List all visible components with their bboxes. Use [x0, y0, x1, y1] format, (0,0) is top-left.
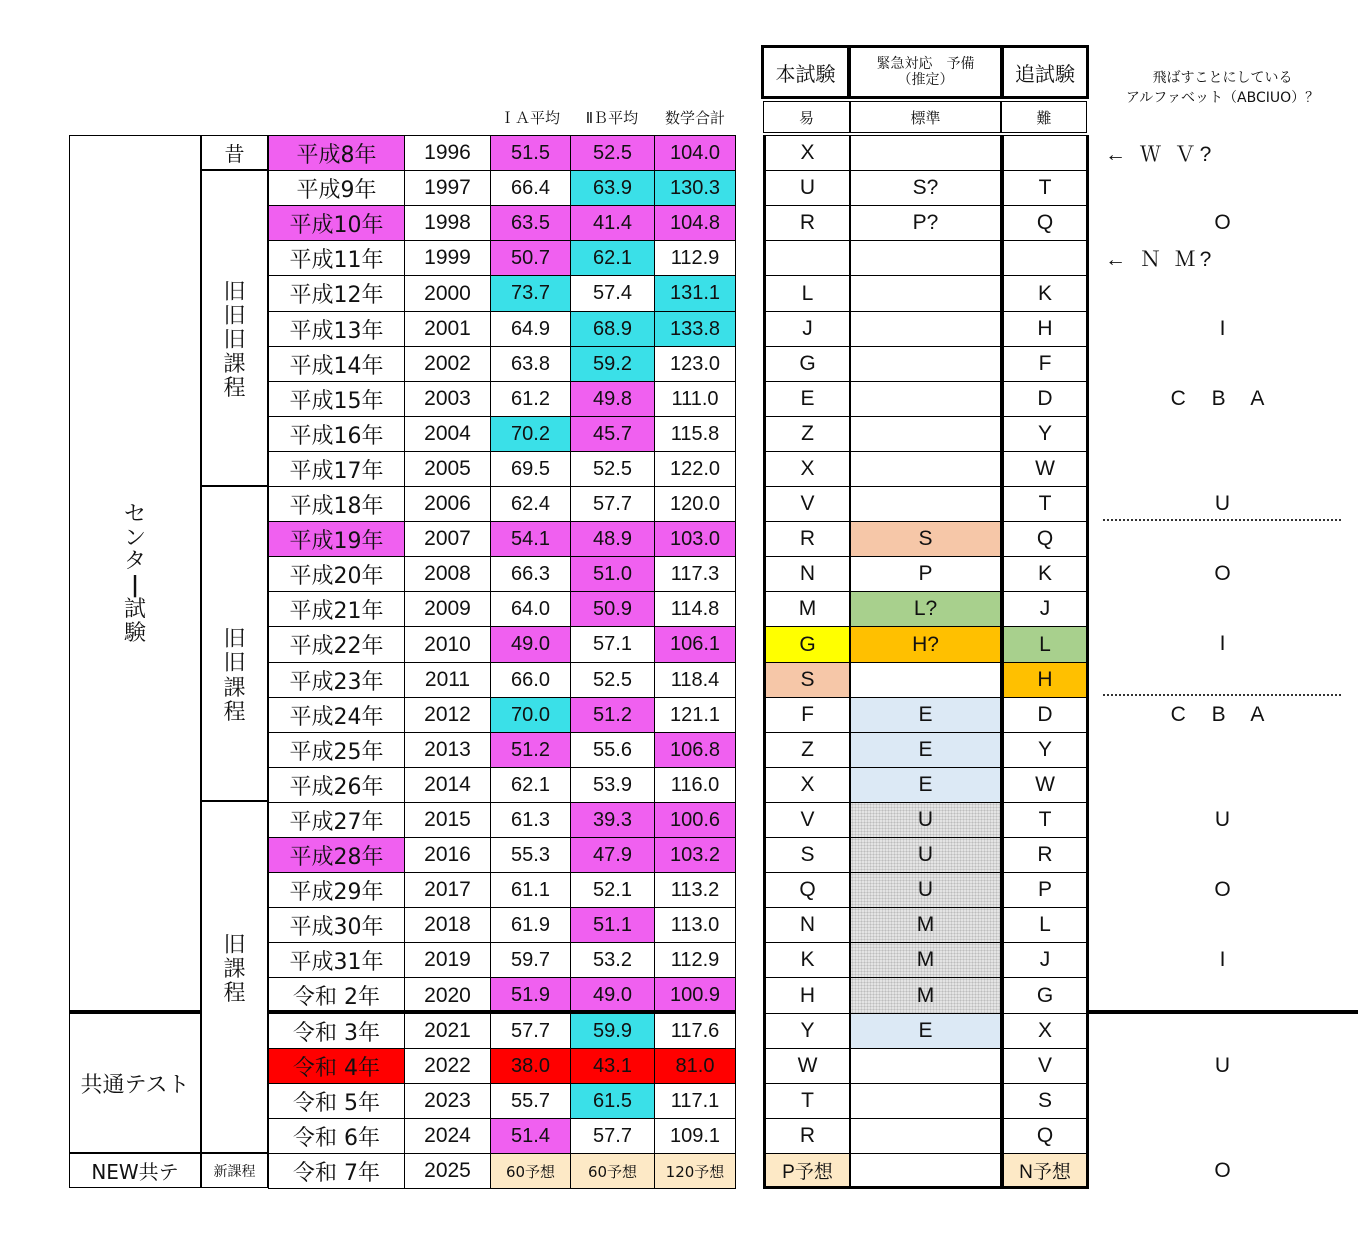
emergency-cell	[850, 275, 1001, 312]
year-cell: 2022	[404, 1048, 491, 1084]
header-main-exam: 本試験	[761, 45, 850, 99]
makeup-exam-cell: K	[1001, 556, 1089, 592]
makeup-exam-cell	[1001, 240, 1089, 276]
era-cell: 平成22年	[268, 626, 405, 663]
math-total-cell: 104.8	[654, 205, 736, 241]
era-cell: 平成19年	[268, 521, 405, 557]
makeup-exam-cell: Q	[1001, 205, 1089, 241]
skip-letters	[1100, 275, 1345, 311]
year-cell: 2016	[404, 837, 491, 873]
main-exam-cell: L	[763, 275, 850, 312]
ia-avg-cell: 62.1	[490, 767, 571, 803]
era-cell: 令和 7年	[268, 1153, 405, 1189]
makeup-exam-cell: Y	[1001, 416, 1089, 452]
math-total-cell: 106.1	[654, 626, 736, 663]
emergency-cell: E	[850, 1013, 1001, 1049]
iib-avg-cell: 62.1	[570, 240, 655, 276]
era-cell: 平成20年	[268, 556, 405, 592]
skip-letters: O	[1214, 561, 1231, 585]
main-exam-cell: N	[763, 556, 850, 592]
emergency-cell	[850, 1048, 1001, 1084]
era-cell: 令和 3年	[268, 1013, 405, 1049]
makeup-exam-cell: T	[1001, 486, 1089, 522]
year-cell: 2004	[404, 416, 491, 452]
era-cell: 平成27年	[268, 802, 405, 838]
section-divider	[69, 1010, 201, 1014]
main-exam-cell: X	[763, 135, 850, 171]
ia-avg-cell: 70.2	[490, 416, 571, 452]
math-total-cell: 133.8	[654, 311, 736, 347]
main-exam-cell: M	[763, 591, 850, 627]
emergency-cell: U	[850, 802, 1001, 838]
iib-avg-cell: 39.3	[570, 802, 655, 838]
skip-letters: U	[1214, 807, 1231, 831]
skip-letters	[1100, 591, 1345, 626]
year-cell: 2005	[404, 451, 491, 487]
year-cell: 2007	[404, 521, 491, 557]
ia-avg-cell: 64.9	[490, 311, 571, 347]
iib-avg-cell: 52.1	[570, 872, 655, 908]
era-cell: 平成18年	[268, 486, 405, 522]
math-total-cell: 131.1	[654, 275, 736, 312]
ia-avg-cell: 59.7	[490, 942, 571, 978]
math-total-cell: 104.0	[654, 135, 736, 171]
makeup-exam-cell: D	[1001, 697, 1089, 733]
makeup-exam-cell: D	[1001, 381, 1089, 417]
emergency-cell: E	[850, 767, 1001, 803]
dotted-separator	[1103, 694, 1341, 696]
year-cell: 2017	[404, 872, 491, 908]
ia-avg-cell: 55.7	[490, 1083, 571, 1119]
era-cell: 平成16年	[268, 416, 405, 452]
makeup-exam-cell: J	[1001, 942, 1089, 978]
emergency-cell	[850, 135, 1001, 171]
main-exam-cell	[763, 240, 850, 276]
ia-avg-cell: 66.4	[490, 170, 571, 206]
math-total-cell: 112.9	[654, 942, 736, 978]
main-exam-cell: V	[763, 802, 850, 838]
ia-avg-cell: 54.1	[490, 521, 571, 557]
era-cell: 令和 2年	[268, 977, 405, 1014]
iib-avg-cell: 51.2	[570, 697, 655, 733]
emergency-cell: U	[850, 872, 1001, 908]
iib-avg-cell: 51.1	[570, 907, 655, 943]
emergency-cell: M	[850, 977, 1001, 1014]
math-total-cell: 100.9	[654, 977, 736, 1014]
makeup-exam-cell: L	[1001, 907, 1089, 943]
skip-letters: I	[1219, 632, 1226, 655]
old3-label: 旧 旧 旧 課 程	[223, 279, 246, 402]
era-cell: 平成23年	[268, 662, 405, 698]
era-cell: 令和 4年	[268, 1048, 405, 1084]
era-cell: 平成9年	[268, 170, 405, 206]
math-total-cell: 122.0	[654, 451, 736, 487]
emergency-cell: L?	[850, 591, 1001, 627]
era-cell: 令和 6年	[268, 1118, 405, 1154]
makeup-exam-cell: T	[1001, 802, 1089, 838]
ia-avg-cell: 51.2	[490, 732, 571, 768]
skip-letters: C B A	[1170, 386, 1275, 410]
group-old3-curriculum	[201, 170, 268, 486]
makeup-exam-cell: V	[1001, 1048, 1089, 1084]
emergency-cell	[850, 311, 1001, 347]
group-center-exam	[69, 135, 201, 1013]
header-hard: 難	[1001, 101, 1087, 133]
year-cell: 1999	[404, 240, 491, 276]
skip-letters: I	[1219, 947, 1226, 971]
era-cell: 平成28年	[268, 837, 405, 873]
year-cell: 2000	[404, 275, 491, 312]
group-old-era: 昔	[201, 135, 268, 170]
year-cell: 2020	[404, 977, 491, 1014]
ia-avg-cell: 64.0	[490, 591, 571, 627]
ia-avg-cell: 61.9	[490, 907, 571, 943]
makeup-exam-cell: H	[1001, 311, 1089, 347]
main-exam-cell: S	[763, 662, 850, 698]
year-cell: 2024	[404, 1118, 491, 1154]
iib-avg-cell: 63.9	[570, 170, 655, 206]
era-cell: 平成15年	[268, 381, 405, 417]
main-exam-cell: X	[763, 451, 850, 487]
math-total-cell: 118.4	[654, 662, 736, 698]
emergency-cell: M	[850, 907, 1001, 943]
makeup-exam-cell	[1001, 135, 1089, 171]
math-total-cell: 112.9	[654, 240, 736, 276]
math-total-cell: 115.8	[654, 416, 736, 452]
skip-letters: O	[1214, 210, 1231, 234]
makeup-exam-cell: Q	[1001, 521, 1089, 557]
ia-avg-cell: 51.4	[490, 1118, 571, 1154]
main-exam-cell: S	[763, 837, 850, 873]
year-cell: 2013	[404, 732, 491, 768]
era-cell: 平成14年	[268, 346, 405, 382]
era-cell: 平成24年	[268, 697, 405, 733]
header-easy: 易	[763, 101, 850, 133]
header-math-total: 数学合計	[664, 109, 725, 127]
section-divider-far	[1089, 1010, 1358, 1014]
main-exam-cell: X	[763, 767, 850, 803]
emergency-cell	[850, 381, 1001, 417]
makeup-exam-cell: S	[1001, 1083, 1089, 1119]
iib-avg-cell: 68.9	[570, 311, 655, 347]
skip-letters	[1100, 977, 1345, 1013]
iib-avg-cell: 57.1	[570, 626, 655, 663]
era-cell: 平成17年	[268, 451, 405, 487]
math-total-cell: 117.3	[654, 556, 736, 592]
math-total-cell: 120予想	[654, 1153, 736, 1189]
year-cell: 2023	[404, 1083, 491, 1119]
main-exam-cell: F	[763, 697, 850, 733]
main-exam-cell: R	[763, 1118, 850, 1154]
iib-avg-cell: 61.5	[570, 1083, 655, 1119]
skip-letters: O	[1214, 1158, 1231, 1182]
main-exam-cell: K	[763, 942, 850, 978]
makeup-exam-cell: F	[1001, 346, 1089, 382]
era-cell: 平成12年	[268, 275, 405, 312]
main-exam-cell: T	[763, 1083, 850, 1119]
main-exam-cell: G	[763, 626, 850, 663]
iib-avg-cell: 52.5	[570, 662, 655, 698]
makeup-exam-cell: R	[1001, 837, 1089, 873]
iib-avg-cell: 52.5	[570, 451, 655, 487]
header-makeup-exam: 追試験	[1001, 45, 1089, 99]
group-old-curriculum	[201, 801, 268, 1153]
iib-avg-cell: 53.2	[570, 942, 655, 978]
math-total-cell: 117.6	[654, 1013, 736, 1049]
dotted-separator	[1103, 519, 1341, 521]
year-cell: 2003	[404, 381, 491, 417]
emergency-cell: M	[850, 942, 1001, 978]
iib-avg-cell: 51.0	[570, 556, 655, 592]
skip-letters	[1100, 732, 1345, 767]
ia-avg-cell: 61.1	[490, 872, 571, 908]
skip-letters: ← Ｗ Ｖ?	[1105, 142, 1216, 166]
makeup-exam-cell: H	[1001, 662, 1089, 698]
iib-avg-cell: 59.2	[570, 346, 655, 382]
ia-avg-cell: 55.3	[490, 837, 571, 873]
emergency-cell: S?	[850, 170, 1001, 206]
makeup-exam-cell: J	[1001, 591, 1089, 627]
math-total-cell: 130.3	[654, 170, 736, 206]
makeup-exam-cell: T	[1001, 170, 1089, 206]
skip-letters	[1100, 907, 1345, 942]
makeup-exam-cell: L	[1001, 626, 1089, 663]
skip-letters	[1100, 346, 1345, 381]
ia-avg-cell: 57.7	[490, 1013, 571, 1049]
ia-avg-cell: 51.9	[490, 977, 571, 1014]
main-exam-cell: V	[763, 486, 850, 522]
era-cell: 平成29年	[268, 872, 405, 908]
year-cell: 2025	[404, 1153, 491, 1189]
header-standard: 標準	[850, 101, 1001, 133]
math-total-cell: 100.6	[654, 802, 736, 838]
emergency-cell	[850, 486, 1001, 522]
math-total-cell: 81.0	[654, 1048, 736, 1084]
header-emergency: 緊急対応 予備 （推定）	[850, 45, 1001, 99]
emergency-cell	[850, 416, 1001, 452]
emergency-cell	[850, 1118, 1001, 1154]
group-new-common: NEW共テ	[69, 1153, 201, 1188]
ia-avg-cell: 66.0	[490, 662, 571, 698]
emergency-cell: U	[850, 837, 1001, 873]
math-total-cell: 121.1	[654, 697, 736, 733]
iib-avg-cell: 50.9	[570, 591, 655, 627]
era-cell: 平成30年	[268, 907, 405, 943]
era-cell: 平成8年	[268, 135, 405, 171]
skip-letters	[1100, 416, 1345, 451]
era-cell: 平成10年	[268, 205, 405, 241]
year-cell: 2019	[404, 942, 491, 978]
makeup-exam-cell: K	[1001, 275, 1089, 312]
era-cell: 平成13年	[268, 311, 405, 347]
emergency-cell: H?	[850, 626, 1001, 663]
ia-avg-cell: 61.2	[490, 381, 571, 417]
emergency-cell	[850, 1083, 1001, 1119]
skip-letters: U	[1214, 1053, 1231, 1077]
skip-letters	[1100, 1013, 1345, 1048]
ia-avg-cell: 66.3	[490, 556, 571, 592]
skip-letters	[1100, 451, 1345, 486]
year-cell: 2015	[404, 802, 491, 838]
ia-avg-cell: 38.0	[490, 1048, 571, 1084]
iib-avg-cell: 53.9	[570, 767, 655, 803]
iib-avg-cell: 45.7	[570, 416, 655, 452]
makeup-exam-cell: X	[1001, 1013, 1089, 1049]
main-exam-cell: E	[763, 381, 850, 417]
emergency-cell: S	[850, 521, 1001, 557]
emergency-cell	[850, 240, 1001, 276]
main-exam-cell: Y	[763, 1013, 850, 1049]
skip-letters: U	[1214, 491, 1231, 515]
math-total-cell: 113.2	[654, 872, 736, 908]
group-new-curriculum: 新課程	[201, 1153, 268, 1188]
center-exam-label: セ ン タ | 試 験	[123, 501, 146, 646]
emergency-cell	[850, 662, 1001, 698]
era-cell: 平成25年	[268, 732, 405, 768]
section-divider-right	[268, 1010, 736, 1014]
main-exam-cell: U	[763, 170, 850, 206]
iib-avg-cell: 47.9	[570, 837, 655, 873]
header-iib-avg: ⅡＢ平均	[585, 109, 639, 127]
ia-avg-cell: 62.4	[490, 486, 571, 522]
main-exam-cell: J	[763, 311, 850, 347]
emergency-cell	[850, 346, 1001, 382]
makeup-exam-cell: N予想	[1001, 1153, 1089, 1189]
main-exam-cell: R	[763, 205, 850, 241]
iib-avg-cell: 49.8	[570, 381, 655, 417]
ia-avg-cell: 51.5	[490, 135, 571, 171]
year-cell: 2011	[404, 662, 491, 698]
math-total-cell: 103.2	[654, 837, 736, 873]
makeup-exam-cell: W	[1001, 451, 1089, 487]
makeup-exam-cell: Q	[1001, 1118, 1089, 1154]
emergency-cell: P?	[850, 205, 1001, 241]
math-total-cell: 106.8	[654, 732, 736, 768]
skip-letters: C B A	[1170, 702, 1275, 726]
makeup-exam-cell: G	[1001, 977, 1089, 1014]
group-common-test: 共通テスト	[69, 1013, 201, 1153]
iib-avg-cell: 55.6	[570, 732, 655, 768]
main-exam-cell: P予想	[763, 1153, 850, 1189]
makeup-exam-cell: Y	[1001, 732, 1089, 768]
math-total-cell: 116.0	[654, 767, 736, 803]
skip-letters	[1100, 170, 1345, 205]
year-cell: 2002	[404, 346, 491, 382]
skip-letters	[1100, 1083, 1345, 1118]
main-exam-cell: Z	[763, 732, 850, 768]
ia-avg-cell: 69.5	[490, 451, 571, 487]
main-exam-cell: W	[763, 1048, 850, 1084]
group-old2-curriculum	[201, 486, 268, 801]
year-cell: 2012	[404, 697, 491, 733]
ia-avg-cell: 63.5	[490, 205, 571, 241]
main-exam-cell: G	[763, 346, 850, 382]
math-total-cell: 113.0	[654, 907, 736, 943]
year-cell: 2001	[404, 311, 491, 347]
emergency-cell: P	[850, 556, 1001, 592]
math-total-cell: 114.8	[654, 591, 736, 627]
iib-avg-cell: 57.7	[570, 1118, 655, 1154]
math-total-cell: 120.0	[654, 486, 736, 522]
iib-avg-cell: 57.7	[570, 486, 655, 522]
year-cell: 2009	[404, 591, 491, 627]
iib-avg-cell: 60予想	[570, 1153, 655, 1189]
makeup-exam-cell: P	[1001, 872, 1089, 908]
main-exam-cell: H	[763, 977, 850, 1014]
skip-letters	[1100, 662, 1345, 697]
year-cell: 2006	[404, 486, 491, 522]
year-cell: 1997	[404, 170, 491, 206]
year-cell: 2018	[404, 907, 491, 943]
year-cell: 1996	[404, 135, 491, 171]
main-exam-cell: Z	[763, 416, 850, 452]
skip-letters	[1100, 521, 1345, 556]
main-exam-cell: Q	[763, 872, 850, 908]
math-total-cell: 103.0	[654, 521, 736, 557]
iib-avg-cell: 41.4	[570, 205, 655, 241]
skip-letters: ← Ｎ Ｍ?	[1105, 247, 1216, 271]
era-cell: 平成21年	[268, 591, 405, 627]
year-cell: 2008	[404, 556, 491, 592]
main-exam-cell: R	[763, 521, 850, 557]
era-cell: 令和 5年	[268, 1083, 405, 1119]
ia-avg-cell: 73.7	[490, 275, 571, 312]
skip-letters	[1100, 767, 1345, 802]
old2-label: 旧 旧 課 程	[223, 627, 246, 725]
iib-avg-cell: 43.1	[570, 1048, 655, 1084]
ia-avg-cell: 70.0	[490, 697, 571, 733]
emergency-cell: E	[850, 697, 1001, 733]
iib-avg-cell: 57.4	[570, 275, 655, 312]
iib-avg-cell: 48.9	[570, 521, 655, 557]
ia-avg-cell: 50.7	[490, 240, 571, 276]
iib-avg-cell: 59.9	[570, 1013, 655, 1049]
era-cell: 平成31年	[268, 942, 405, 978]
header-ia-avg: ＩＡ平均	[499, 109, 560, 127]
emergency-cell: E	[850, 732, 1001, 768]
year-cell: 2021	[404, 1013, 491, 1049]
emergency-cell	[850, 1153, 1001, 1189]
skip-letters	[1100, 837, 1345, 872]
ia-avg-cell: 60予想	[490, 1153, 571, 1189]
main-exam-cell: N	[763, 907, 850, 943]
year-cell: 1998	[404, 205, 491, 241]
makeup-exam-cell: W	[1001, 767, 1089, 803]
year-cell: 2010	[404, 626, 491, 663]
year-cell: 2014	[404, 767, 491, 803]
math-total-cell: 123.0	[654, 346, 736, 382]
emergency-cell	[850, 451, 1001, 487]
ia-avg-cell: 61.3	[490, 802, 571, 838]
ia-avg-cell: 63.8	[490, 346, 571, 382]
ia-avg-cell: 49.0	[490, 626, 571, 663]
math-total-cell: 117.1	[654, 1083, 736, 1119]
iib-avg-cell: 52.5	[570, 135, 655, 171]
skip-letters: I	[1219, 316, 1226, 340]
skip-letters: O	[1214, 877, 1231, 901]
era-cell: 平成11年	[268, 240, 405, 276]
math-total-cell: 109.1	[654, 1118, 736, 1154]
old-label: 旧 課 程	[223, 932, 246, 1007]
skip-note: 飛ばすことにしている アルファベット（ABCIUO）？	[1125, 70, 1320, 107]
math-total-cell: 111.0	[654, 381, 736, 417]
era-cell: 平成26年	[268, 767, 405, 803]
iib-avg-cell: 49.0	[570, 977, 655, 1014]
skip-letters	[1100, 1118, 1345, 1153]
